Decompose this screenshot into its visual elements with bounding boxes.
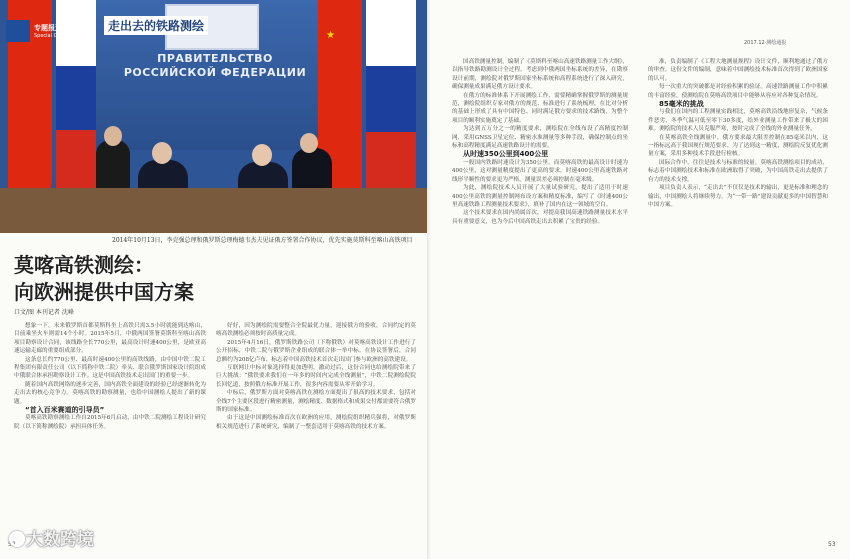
- subheading: “首入百米赛道的引导员”: [25, 406, 105, 415]
- subheading: 85毫米的挑战: [659, 100, 704, 109]
- article-headline: [14, 252, 194, 306]
- person-aide-left-head: [104, 126, 122, 146]
- paragraph: 这个技术要求在国内尚属首次，对提高我国高速铁路测量技术水平具有重要意义，也为今后中国高铁走出去积累了宝贵的经验。: [452, 210, 628, 225]
- paragraph: 为达到五万分之一的精度要求，测绘院在全线布设了高精度控制网，采用GNSS卫星定位、精密水准测量等多种手段，确保控制点的坐标和高程精度满足高速铁路设计的需要。: [452, 126, 628, 150]
- signing-ceremony-photo: [0, 0, 427, 233]
- paragraph: 准，负责编制了《工程大地测量规程》设计文件，顺利地通过了俄方的审查。这份文件的编制，意味着中国测绘技术标准首次得到了欧洲国家的认可。: [648, 59, 828, 82]
- russian-flag-left: [56, 0, 96, 196]
- byline: 口文/图 本刊记者 沈峰: [14, 309, 74, 316]
- paragraph: 莫喀高铁勘察测绘工作自2015年6月启动，由中铁二院测绘工程设计研究院（以下简称测绘院）承担具体任务。: [14, 415, 206, 430]
- watermark-icon: [9, 531, 25, 547]
- paragraph: 中标后，俄罗斯方面对莫喀高铁在测绘方面提出了很高的技术要求，包括对全线7个主要区段进行精密测量，测绘精度、数据格式和成果交付都需要符合俄罗斯的国家标准。: [216, 390, 416, 414]
- backdrop-text-line1: ПРАВИТЕЛЬСТВО: [157, 52, 273, 65]
- page-gutter: [427, 0, 433, 559]
- paragraph: 项目负责人表示，“走出去”不仅仅是技术的输出，更是标准和理念的输出，中国测绘人将继续努力，为“一带一路”建设贡献更多的中国智慧和中国方案。: [648, 185, 828, 208]
- paragraph: 与我们在国内的工程测量实践相比，莫喀高铁沿线地形复杂，气候条件恶劣，冬季气温可低至零下30多度，给外业测量工作带来了极大的困难。测绘院的技术人员克服严寒，按时完成了全线的外业测量任务。: [648, 109, 828, 133]
- right-column-1: [452, 58, 628, 536]
- left-column-1: [14, 322, 206, 534]
- backdrop-text-line2: РОССИЙСКОЙ ФЕДЕРАЦИИ: [123, 66, 307, 79]
- paragraph: 好好，因为测绘院需要整合全院最优力量，迎接俄方的验收，合同约定的莫喀高铁测绘必须按时高质量完成。: [216, 323, 416, 338]
- page-number-left: 52: [8, 541, 16, 548]
- subheading: 从时速350公里到400公里: [463, 150, 549, 159]
- paragraph: 在俄方的标准体系下开展测绘工作，需要精确掌握俄罗斯的测量规范，测绘院组织专家对俄方的规范、标准进行了系统梳理，在比对分析的基础上形成了具有中国特色、同时满足俄方要求的技术路线，为整个项目的顺利实施奠定了基础。: [452, 92, 628, 124]
- paragraph: 想象一下，未来俄罗斯首都莫斯科坐上高铁只需3.5小时就能到达喀山，目前乘坐火车则需14个小时。2015年5月，中俄两国签署莫斯科至喀山高铁项目勘察设计合同，该线路全长770公里，最高设计时速400公里，是欧亚高速运输走廊的重要组成部分。: [14, 323, 206, 355]
- headline-line1: 莫喀高铁测绘：: [14, 253, 154, 277]
- person-aide-right-head: [300, 133, 318, 153]
- section-tag-label-en: Special Coverage: [34, 33, 78, 39]
- section-title: 走出去的铁路测绘: [104, 16, 208, 35]
- photo-caption: 2014年10月13日，李克强总理和俄罗斯总理梅德韦杰夫见证俄方签署合作协议，优先实施莫斯科至喀山高铁项目: [112, 237, 413, 244]
- paragraph: 互联网让中标对象选择得更加透明，激动过后，这份合同也给测绘院带来了巨大挑战：“俄铁要求我们在一年多的时间内完成全线测量”，中铁二院测绘院院长回忆道，按照俄方标准开展工作，很多内容需要从零开始学习。: [216, 365, 416, 388]
- paragraph: 在莫喀高铁全线测量中，俄方要求最大限差控制在85毫米以内，这一指标远高于我国现行规范要求。为了达到这一精度，测绘院反复优化测量方案，采用多种技术手段进行检核。: [648, 134, 828, 158]
- russian-flag-right: [366, 0, 416, 200]
- section-tag-label: 专题报道: [34, 24, 62, 32]
- running-head: 2017.12·测绘通报: [744, 40, 787, 46]
- signing-table: [0, 188, 427, 233]
- paragraph: 随着国内高铁网络的逐步完善，国内高铁全面建设的经验已经逐渐转化为走出去的核心竞争力。莫喀高铁的勘察测量，也给中国测绘人提出了新的课题。: [14, 381, 206, 405]
- paragraph: 2015年4月16日，俄罗斯铁路公司（下称俄铁）对莫喀高铁设计工作进行了公开招标，中铁二院与俄罗斯企业组成的联合体一举中标。在协议签署后，合同总额约为208亿卢布，标志着中国高铁技术首次走出国门参与欧洲的高铁建设。: [216, 339, 416, 363]
- chinese-flag-right: ★: [318, 0, 362, 200]
- headline-line2: 向欧洲提供中国方案: [14, 280, 194, 304]
- paragraph: 为此，测绘院技术人员开展了大量试验研究，提出了适用于时速400公里高铁的测量控制网布设方案和精度标准，编写了《时速400公里高速铁路工程测量技术要求》，填补了国内在这一领域的空白。: [452, 185, 628, 208]
- paragraph: 国际合作中，往往是技术与标准的较量。莫喀高铁测绘项目的成功，标志着中国测绘技术和标准在欧洲取得了突破，为中国高铁走出去提供了有力的技术支撑。: [648, 159, 828, 183]
- page-number-right: 53: [828, 541, 836, 548]
- watermark-logo: 大数跨境: [26, 530, 94, 550]
- person-premier-right-head: [252, 144, 272, 166]
- paragraph: 由于这是中国测绘标准首次在欧洲的应用，测绘院组织精兵强将，对俄罗斯相关规范进行了系统研究，编制了一整套适用于莫喀高铁的技术方案。: [216, 415, 416, 430]
- left-column-2: [216, 322, 416, 534]
- paragraph: 国高铁测量控制，编制了《莫斯科至喀山高速铁路测量工作大纲》，以指导铁路勘测设计全过程。考虑到中俄两国坐标系统的差异，在勘察设计前期，测绘院对俄罗斯国家坐标系统和高程系统进行了深入研究，确保测量成果满足俄方设计要求。: [452, 59, 628, 91]
- paragraph: 这条总长约770公里、最高时速400公里的高铁线路，由中国中铁二院工程集团有限责任公司（以下简称中铁二院）牵头、联合俄罗斯国家设计院组成中俄联合体承担勘察设计工作。这是中国高铁技术走出国门的重要一步。: [14, 356, 206, 380]
- paragraph: 每一次重大的突破都是对经验积累的验证。高速铁路测量工作中积累的丰富经验，使测绘院在莫喀高铁项目中能够从容应对各种复杂情况。: [648, 84, 828, 99]
- right-column-2: [648, 58, 828, 536]
- person-premier-left-head: [152, 142, 172, 164]
- paragraph: 一般国内铁路时速设计为350公里，而莫喀高铁的最高设计时速为400公里，这对测量精度提出了更高的要求。时速400公里高速铁路对线形平顺性的要求更为严格，测量误差必须控制在毫米级。: [452, 159, 628, 183]
- section-tag-icon: [6, 20, 30, 42]
